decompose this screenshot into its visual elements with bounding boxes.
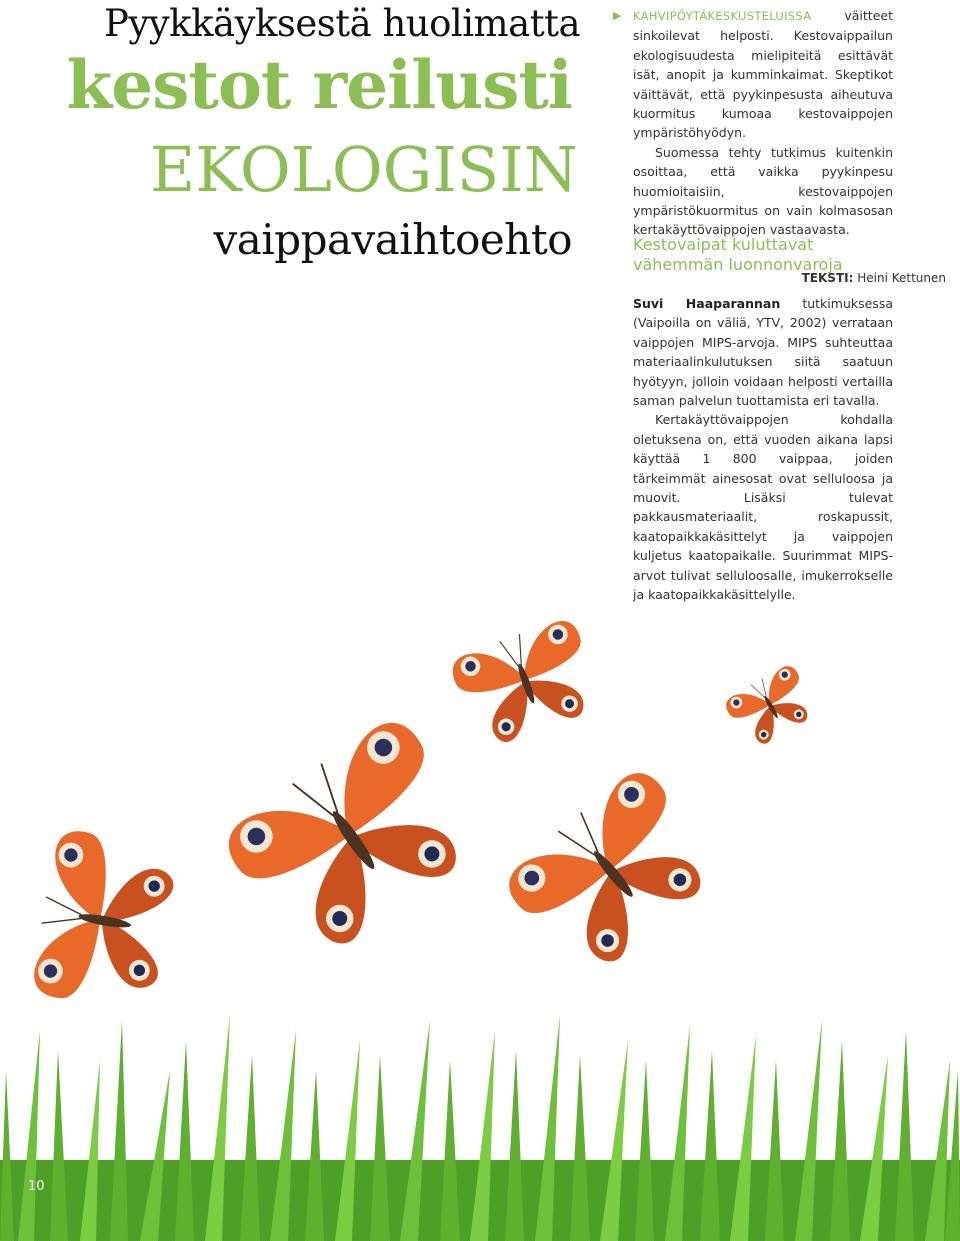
body-paragraph-2: Kertakäyttövaippojen kohdalla oletuksena on, että vuoden aikana lapsi käyttää 1 800 vaippaa, joiden tärkeimmät ainesosat ovat selluloosa ja muovit. Lisäksi tulevat pakkausmateriaalit, roskapussit, kaatopaikkakäsittelyt ja vaippojen kuljetus kaatopaikalle. Suurimmat MIPS-arvot tulivat selluloosalle, imukerrokselle ja kaatopaikkakäsittelylle.: [633, 412, 893, 603]
butterfly-3: [216, 710, 490, 970]
triangle-arrow-icon: ▶: [613, 9, 622, 22]
body-text: [633, 294, 893, 605]
grass: [0, 1015, 960, 1241]
butterflies-grass-illustration: [0, 600, 960, 1241]
title-line-4: vaippavaihtoehto: [213, 215, 572, 264]
butterfly-1: [447, 615, 605, 752]
intro-paragraph-1: [633, 6, 893, 143]
butterfly-5: [498, 762, 728, 986]
lead-caps: KAHVIPÖYTÄKESKUSTELUISSA: [633, 9, 812, 23]
title-line-3: EKOLOGISIN: [150, 133, 578, 206]
title-line-1: Pyykkäyksestä huolimatta: [103, 2, 580, 45]
byline-author: Heini Kettunen: [857, 271, 946, 285]
intro-p1-rest: väitteet sinkoilevat helposti. Kestovaippailun ekologisuudesta mielipiteitä esittävät isät, anopit ja kumminkaimat. Skeptikot väittävät, että pyykinpesusta aiheutuva kuormitus kumoaa kestovaippojen ympäristöhyödyn.: [633, 8, 893, 141]
butterfly-4: [29, 827, 180, 1014]
subheading: Kestovaipat kuluttavat vähemmän luonnonvaroja: [633, 235, 843, 274]
intro-text: [613, 6, 893, 240]
body-paragraph-1: [633, 294, 893, 410]
byline-label: TEKSTI:: [801, 271, 854, 285]
title-line-2: kestot reilusti: [66, 46, 572, 124]
butterfly-2: [722, 662, 820, 752]
intro-paragraph-2: Suomessa tehty tutkimus kuitenkin osoittaa, että vaikka pyykinpesu huomioitaisiin, kestovaippojen ympäristökuormitus on vain kolmasosan kertakäyttövaippojen vastaavasta.: [633, 144, 893, 238]
researcher-name: Suvi Haaparannan: [633, 296, 781, 311]
body-p1-rest: tutkimuksessa (Vaipoilla on väliä, YTV, 2002) verrataan vaippojen MIPS-arvoja. MIPS suhteuttaa materiaalinkulutuksen siitä saatuun hyötyyn, jolloin voidaan helposti vertailla saman palvelun tuottamista eri tavalla.: [633, 296, 893, 409]
page-number: 10: [28, 1179, 45, 1194]
